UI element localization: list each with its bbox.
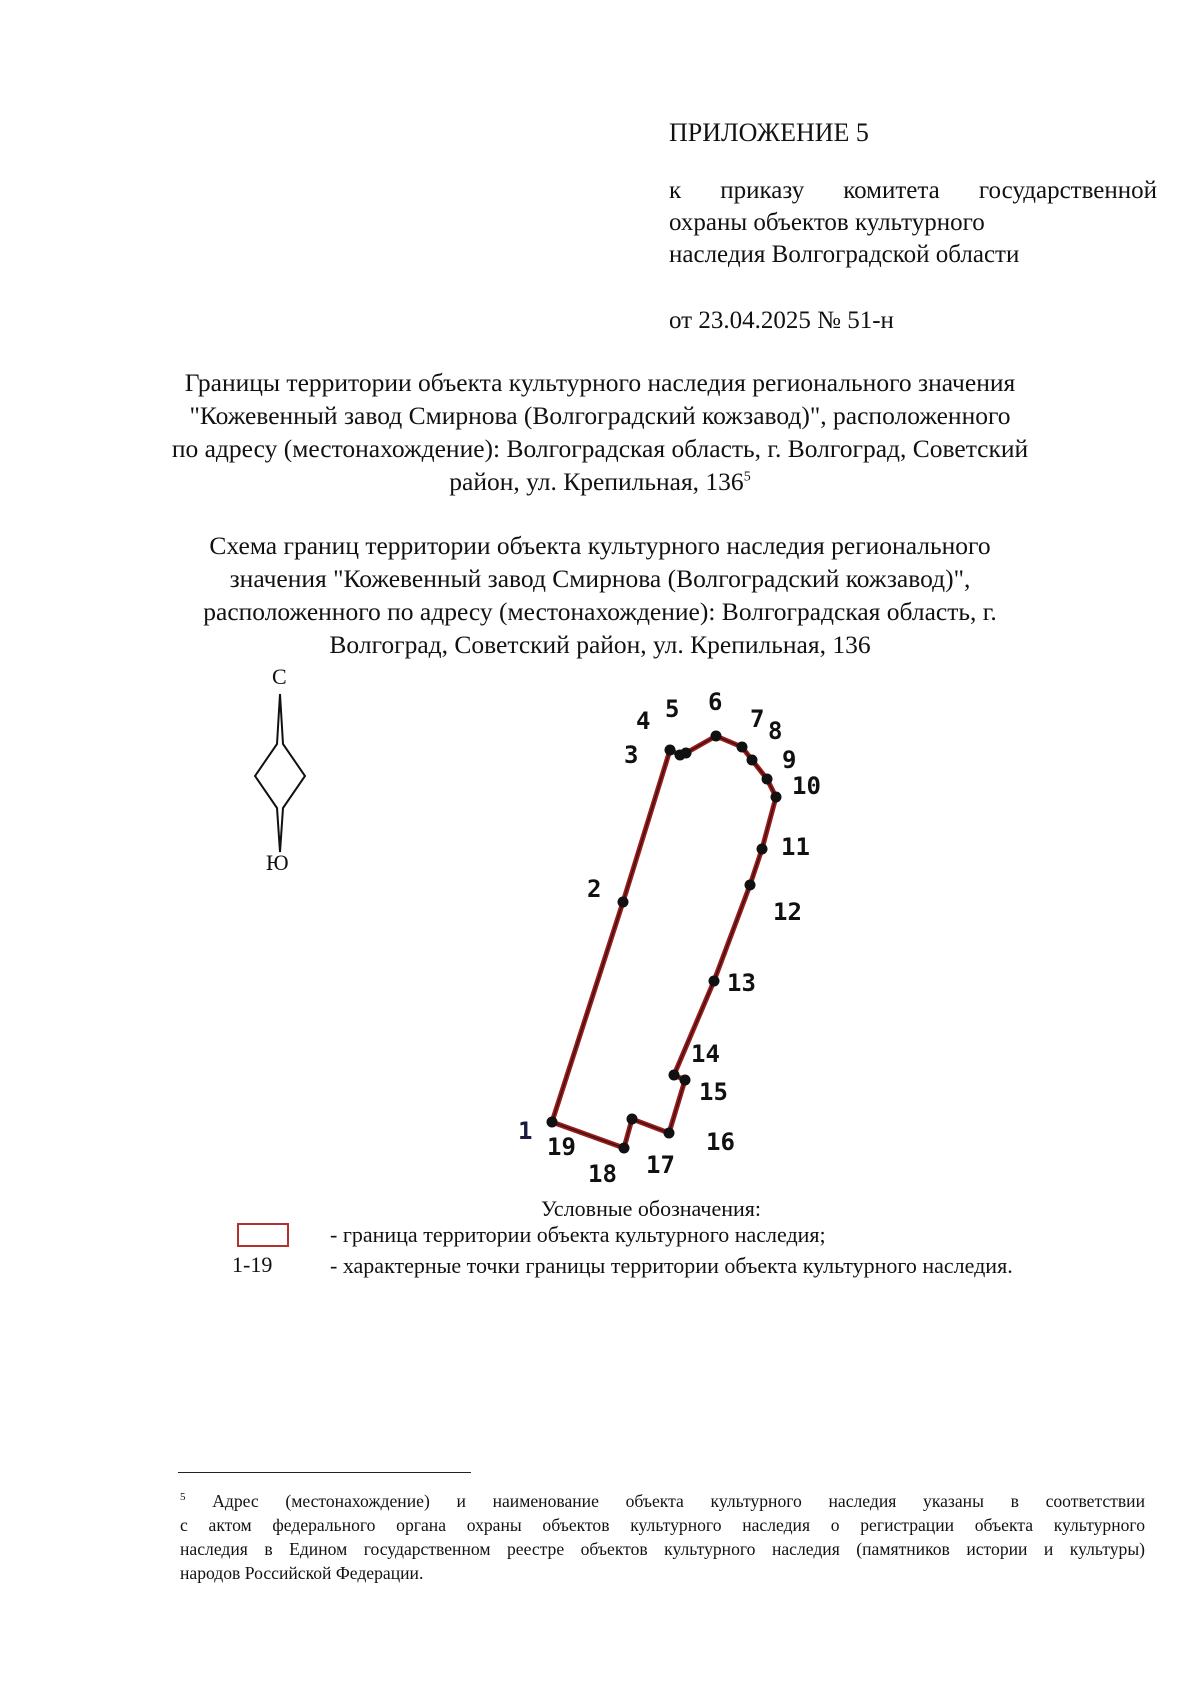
boundary-point-label-15: 15 xyxy=(699,1078,728,1106)
boundary-point-16 xyxy=(664,1128,675,1139)
order-reference-line: охраны объектов культурного xyxy=(669,209,985,236)
boundary-point-8 xyxy=(747,755,758,766)
scheme-title-line: Волгоград, Советский район, ул. Крепильная, 136 xyxy=(329,630,871,659)
footnote-line: наследия в Едином государственном реестре объектов культурного наследия (памятников истории и культуры) xyxy=(180,1539,1145,1559)
boundary-point-12 xyxy=(745,880,756,891)
north-arrow-icon xyxy=(250,664,310,854)
boundary-point-label-14: 14 xyxy=(691,1040,720,1068)
boundary-point-5 xyxy=(681,748,692,759)
compass-south-label: Ю xyxy=(266,850,289,875)
boundary-point-label-5: 5 xyxy=(665,695,680,723)
footnote-line: народов Российской Федерации. xyxy=(180,1563,424,1583)
boundary-point-18 xyxy=(619,1143,630,1154)
boundary-point-11 xyxy=(757,844,768,855)
legend-points-range: 1-19 xyxy=(232,1252,273,1277)
boundary-point-label-9: 9 xyxy=(782,746,797,774)
scheme-title-line: Схема границ территории объекта культурного наследия регионального xyxy=(209,531,991,560)
boundary-point-label-16: 16 xyxy=(706,1128,735,1156)
boundary-polyline xyxy=(552,736,776,1148)
boundary-point-label-3: 3 xyxy=(624,741,639,769)
boundary-point-10 xyxy=(771,792,782,803)
boundary-point-17 xyxy=(627,1114,638,1125)
boundary-point-label-12: 12 xyxy=(773,898,802,926)
footnote-reference: 5 xyxy=(743,469,751,485)
boundary-point-label-13: 13 xyxy=(727,969,756,997)
boundary-points xyxy=(547,731,782,1154)
heading-line xyxy=(0,467,1200,497)
footnote-line xyxy=(180,1491,1145,1512)
boundary-point-2 xyxy=(618,897,629,908)
footnote-text: Адрес (местонахождение) и наименование объекта культурного наследия указаны в соответствии xyxy=(212,1491,1145,1511)
order-reference-line: к приказу комитета государственной xyxy=(669,177,1157,204)
boundary-point-label-1: 1 xyxy=(518,1117,533,1145)
order-date: от 23.04.2025 № 51-н xyxy=(669,307,894,334)
heading-line-text: район, ул. Крепильная, 136 xyxy=(449,467,744,496)
boundary-point-label-7: 7 xyxy=(750,705,765,733)
boundary-polyline-core xyxy=(552,736,776,1148)
compass-star-shape xyxy=(255,694,305,852)
boundary-point-label-19: 19 xyxy=(547,1133,576,1161)
legend-title: Условные обозначения: xyxy=(541,1196,762,1221)
boundary-point-label-11: 11 xyxy=(781,833,810,861)
boundary-point-labels xyxy=(518,688,821,1188)
footnote-line: с актом федерального органа охраны объектов культурного наследия о регистрации объекта культурного xyxy=(180,1515,1145,1535)
footnote-divider xyxy=(178,1472,471,1473)
boundary-point-6 xyxy=(711,731,722,742)
boundary-point-label-6: 6 xyxy=(708,688,723,716)
heading-line: Границы территории объекта культурного наследия регионального значения xyxy=(184,368,1016,397)
boundary-point-4 xyxy=(675,750,686,761)
heading-line: по адресу (местонахождение): Волгоградская область, г. Волгоград, Советский xyxy=(171,434,1029,463)
boundary-point-15 xyxy=(680,1075,691,1086)
legend-boundary-swatch xyxy=(237,1223,289,1247)
boundary-point-7 xyxy=(737,742,748,753)
boundary-point-9 xyxy=(762,774,773,785)
boundary-point-14 xyxy=(669,1070,680,1081)
footnote-mark: 5 xyxy=(180,1491,186,1504)
boundary-point-label-8: 8 xyxy=(768,717,783,745)
scheme-title-line: значения "Кожевенный завод Смирнова (Волгоградский кожзавод)", xyxy=(229,564,971,593)
boundary-point-label-4: 4 xyxy=(636,707,651,735)
legend-item-boundary: - граница территории объекта культурного наследия; xyxy=(330,1222,826,1247)
boundary-point-label-18: 18 xyxy=(588,1160,617,1188)
boundary-point-3 xyxy=(665,745,676,756)
order-reference-line: наследия Волгоградской области xyxy=(669,241,1020,268)
boundary-point-13 xyxy=(709,976,720,987)
boundary-point-label-2: 2 xyxy=(587,875,602,903)
legend-item-points: - характерные точки границы территории объекта культурного наследия. xyxy=(330,1253,1013,1278)
heading-line: "Кожевенный завод Смирнова (Волгоградский кожзавод)", расположенного xyxy=(189,401,1011,430)
compass-north-label: С xyxy=(272,664,287,689)
boundary-point-label-17: 17 xyxy=(646,1151,675,1179)
boundary-point-1 xyxy=(547,1117,558,1128)
boundary-point-label-10: 10 xyxy=(792,772,821,800)
appendix-title: ПРИЛОЖЕНИЕ 5 xyxy=(669,118,869,147)
scheme-title-line: расположенного по адресу (местонахождение): Волгоградская область, г. xyxy=(203,597,997,626)
